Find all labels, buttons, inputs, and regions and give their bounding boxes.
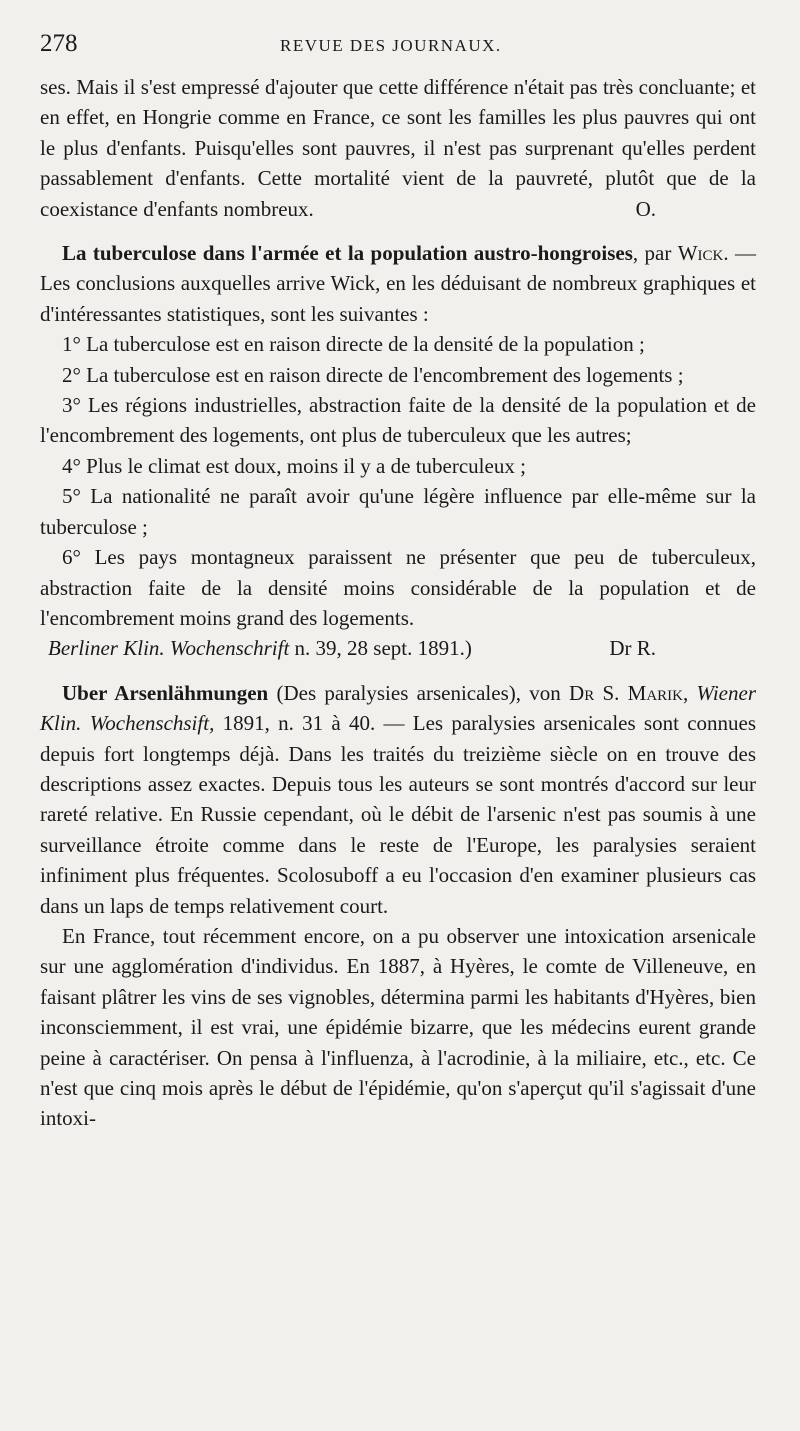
section3-paragraph [40,678,756,921]
section2-author: Wick. [677,241,729,266]
section2-citation-journal: Berliner Klin. Wochenschrift [48,636,290,661]
section2-citation [48,633,472,663]
section2-citation-row [40,633,756,663]
section1-paragraph [40,72,756,224]
section3-title: Uber Arsenlähmungen [62,680,269,705]
section3-title-translation: (Des paralysies arsenicales), von [276,680,561,705]
section2-intro: — Les conclusions auxquelles arrive Wick, en les déduisant de nombreux graphiques et d'intéressantes statistiques, sont les suivantes : [40,241,757,326]
section3-paragraph-2: En France, tout récemment encore, on a pu observer une intoxication arsenicale sur une agglomération d'individus. En 1887, à Hyères, le comte de Villeneuve, en faisant plâtrer les vins de ses vignobles, détermina parmi les habitants d'Hyères, bien inconsciemment, il est vrai, une épidémie bizarre, que les médecins eurent grande peine à caractériser. On pensa à l'influenza, à l'acrodinie, à la miliaire, etc., etc. Ce n'est que cinq mois après le début de l'épidémie, qu'on s'aperçut qu'il s'agissait d'une intoxi- [40,923,756,1131]
list-item: 2° La tuberculose est en raison directe de l'encombrement des logements ; [62,362,684,387]
list-item: 4° Plus le climat est doux, moins il y a de tuberculeux ; [62,453,526,478]
section2-signature: Dr R. [609,636,656,661]
section2-citation-rest: n. 39, 28 sept. 1891.) [294,636,472,661]
list-item: 6° Les pays montagneux paraissent ne présenter que peu de tuberculeux, abstraction faite de la densité moins considérable de la population et de l'encombrement moins grand des logements. [40,545,756,630]
section2-author-prefix: , par [632,241,672,266]
section2-title: La tuberculose dans l'armée et la population austro-hongroises [62,241,633,266]
section3-journal: Wiener Klin. Wochenschsift, [40,680,756,736]
section1-signature: O. [635,196,656,221]
section1-text: ses. Mais il s'est empressé d'ajouter que cette différence n'était pas très concluante; et en effet, en Hongrie comme en France, ce sont les familles les plus pauvres qui ont le plus d'enfants. Puisqu'elles sont pauvres, il n'est pas surprenant qu'elles perdent passablement d'enfants. Cette mortalité vient de la pauvreté, plutôt que de la coexistance d'enfants nombreux. [40,75,756,221]
page-header [40,30,756,66]
section2-intro-paragraph [40,238,756,329]
list-item: 1° La tuberculose est en raison directe de la densité de la population ; [62,332,645,357]
section3-journal-rest: 1891, n. 31 à 40. — Les paralysies arsenicales sont connues depuis fort longtemps déjà. Dans les traités du treizième siècle on en trouve des descriptions assez exactes. Depuis tous les auteurs se sont montrés d'accord sur leur rareté relative. En Russie cependant, où le débit de l'arsenic n'est pas soumis à une surveillance étroite comme dans le reste de l'Europe, les paralysies seraient infiniment plus fréquentes. Scolosuboff a eu l'occasion d'en examiner plusieurs cas dans un laps de temps relativement court. [40,711,757,918]
running-title: REVUE DES JOURNAUX. [280,36,502,55]
page-number: 278 [40,30,78,57]
section3-author: Dr S. Marik, [569,680,689,705]
list-item: 3° Les régions industrielles, abstraction faite de la densité de la population et de l'encombrement des logements, ont plus de tuberculeux que les autres; [40,393,756,448]
list-item: 5° La nationalité ne paraît avoir qu'une légère influence par elle-même sur la tuberculose ; [40,484,756,539]
